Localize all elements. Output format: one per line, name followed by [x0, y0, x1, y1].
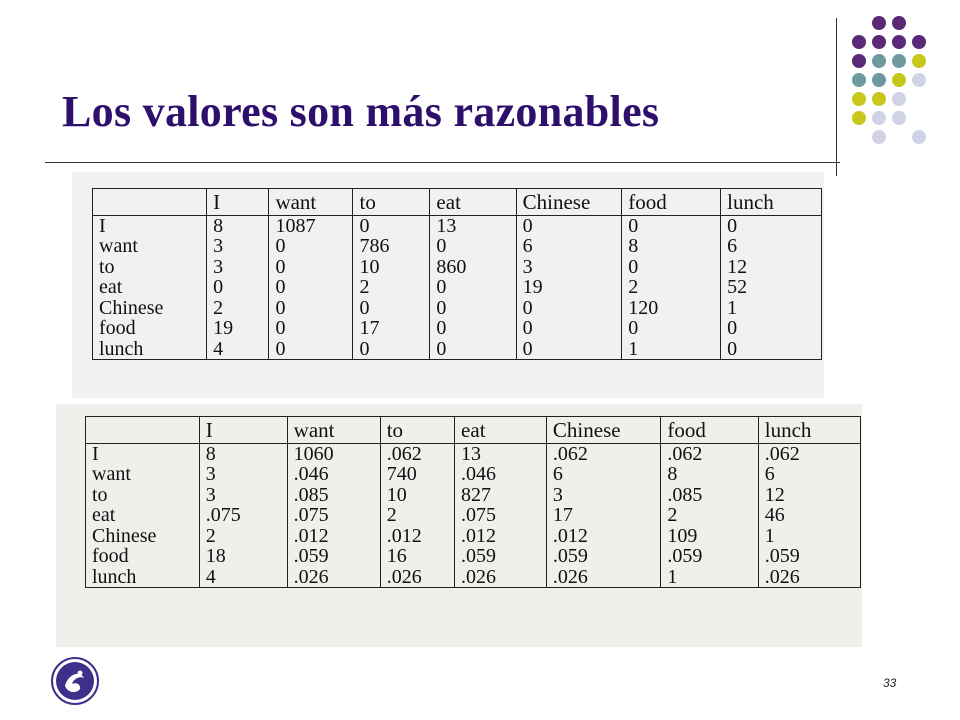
table-cell: 3	[205, 463, 216, 485]
table-body-row	[93, 215, 822, 360]
row-label: lunch	[92, 565, 137, 588]
table-cell: 860	[436, 255, 467, 278]
table-cell: .012	[461, 524, 497, 547]
table-cell: 8	[213, 214, 224, 237]
table-cell: .062	[552, 442, 588, 465]
column-values-cell	[546, 443, 660, 588]
table-cell: 2	[628, 276, 639, 298]
table-cell: .075	[205, 504, 241, 526]
table-cell: 19	[522, 276, 543, 298]
row-label: to	[92, 483, 108, 506]
column-header	[93, 189, 207, 216]
row-label: want	[92, 463, 131, 485]
table-cell: .059	[552, 545, 588, 567]
table-cell: 4	[213, 337, 224, 360]
decorative-dot	[852, 35, 866, 49]
table-cell: 2	[359, 276, 370, 298]
row-label: want	[99, 235, 138, 257]
table-cell: 8	[667, 463, 678, 485]
row-label: food	[99, 317, 136, 339]
table-cell: 2	[205, 524, 216, 547]
table-cell: 0	[213, 276, 224, 298]
table-cell: 52	[727, 276, 748, 298]
table-cell: .026	[386, 565, 422, 588]
decorative-dot	[892, 16, 906, 30]
column-header	[86, 417, 200, 444]
column-header: lunch	[758, 417, 860, 444]
row-label: food	[92, 545, 129, 567]
table-cell: 3	[213, 255, 224, 278]
table-cell: .012	[386, 524, 422, 547]
row-label: I	[99, 214, 106, 237]
corner-divider	[836, 18, 837, 176]
bigram-count-table	[92, 188, 822, 360]
column-header: I	[207, 189, 269, 216]
table-cell: .059	[667, 545, 703, 567]
table-cell: 0	[275, 296, 286, 319]
table-cell: .026	[293, 565, 329, 588]
table-cell: .026	[552, 565, 588, 588]
table-body-row	[86, 443, 861, 588]
table-cell: 12	[727, 255, 748, 278]
column-header: want	[287, 417, 380, 444]
table-cell: 0	[522, 214, 533, 237]
decorative-dot	[912, 130, 926, 144]
column-values-cell	[758, 443, 860, 588]
row-label: lunch	[99, 337, 144, 360]
row-label: Chinese	[92, 524, 157, 547]
table-cell: 2	[213, 296, 224, 319]
table-cell: 120	[628, 296, 659, 319]
table-cell: 0	[628, 255, 639, 278]
table-cell: .026	[764, 565, 800, 588]
decorative-dot	[912, 35, 926, 49]
column-values-cell	[516, 215, 622, 360]
table-cell: 0	[727, 317, 738, 339]
table-cell: 0	[436, 276, 447, 298]
decorative-dot	[912, 54, 926, 68]
decorative-dot	[892, 73, 906, 87]
row-label: Chinese	[99, 296, 164, 319]
table-cell: 8	[205, 442, 216, 465]
table-cell: 1	[667, 565, 678, 588]
table-cell: .085	[293, 483, 329, 506]
decorative-dot	[872, 111, 886, 125]
table-cell: 0	[275, 255, 286, 278]
table-cell: 0	[359, 296, 370, 319]
column-header: food	[661, 417, 758, 444]
table-cell: .062	[386, 442, 422, 465]
table-cell: 0	[275, 337, 286, 360]
table-cell: 10	[386, 483, 407, 506]
column-values-cell	[287, 443, 380, 588]
decorative-dot	[872, 92, 886, 106]
table-cell: 0	[359, 214, 370, 237]
column-values-cell	[199, 443, 287, 588]
table-cell: 0	[628, 214, 639, 237]
column-header: I	[199, 417, 287, 444]
table-cell: 0	[522, 296, 533, 319]
column-header: to	[353, 189, 430, 216]
table-cell: 13	[461, 442, 482, 465]
table-cell: .059	[764, 545, 800, 567]
table-cell: 2	[667, 504, 678, 526]
column-values-cell	[353, 215, 430, 360]
decorative-dot	[892, 35, 906, 49]
scanned-table-bottom	[56, 404, 862, 647]
decorative-dot	[852, 54, 866, 68]
table-cell: .046	[461, 463, 497, 485]
table-cell: 2	[386, 504, 397, 526]
decorative-dot	[872, 130, 886, 144]
decorative-dot	[852, 111, 866, 125]
row-label: eat	[99, 276, 123, 298]
table-cell: 18	[205, 545, 226, 567]
table-cell: 6	[552, 463, 563, 485]
table-cell: 786	[359, 235, 390, 257]
table-cell: 1060	[293, 442, 334, 465]
column-values-cell	[207, 215, 269, 360]
table-cell: 46	[764, 504, 785, 526]
table-cell: .059	[293, 545, 329, 567]
row-label: to	[99, 255, 115, 278]
column-values-cell	[380, 443, 454, 588]
decorative-dot	[852, 73, 866, 87]
table-cell: 0	[359, 337, 370, 360]
page-number: 33	[883, 676, 897, 690]
decorative-dot	[892, 92, 906, 106]
decorative-dot	[872, 54, 886, 68]
slide-title: Los valores son más razonables	[62, 87, 660, 136]
table-cell: 6	[764, 463, 775, 485]
decorative-dot	[912, 73, 926, 87]
table-cell: 0	[727, 337, 738, 360]
column-header: eat	[430, 189, 516, 216]
table-cell: .012	[552, 524, 588, 547]
title-divider	[45, 162, 840, 163]
table-cell: .012	[293, 524, 329, 547]
table-cell: .075	[461, 504, 497, 526]
table-header-row	[93, 189, 822, 216]
table-cell: 0	[727, 214, 738, 237]
table-cell: 1	[628, 337, 639, 360]
row-labels-cell	[93, 215, 207, 360]
decorative-dot	[892, 54, 906, 68]
table-cell: 13	[436, 214, 457, 237]
table-cell: 8	[628, 235, 639, 257]
column-values-cell	[455, 443, 547, 588]
column-values-cell	[721, 215, 822, 360]
table-header-row	[86, 417, 861, 444]
table-cell: .062	[764, 442, 800, 465]
decorative-dot-grid	[852, 16, 932, 156]
table-cell: 0	[436, 296, 447, 319]
table-cell: .059	[461, 545, 497, 567]
scanned-table-top	[72, 172, 824, 398]
smoothed-count-table	[85, 416, 861, 588]
row-label: I	[92, 442, 99, 465]
decorative-dot	[872, 73, 886, 87]
decorative-dot	[852, 92, 866, 106]
table-cell: .046	[293, 463, 329, 485]
column-header: lunch	[721, 189, 822, 216]
table-cell: 17	[552, 504, 573, 526]
table-cell: .062	[667, 442, 703, 465]
table-cell: .075	[293, 504, 329, 526]
table-cell: 827	[461, 483, 492, 506]
row-label: eat	[92, 504, 116, 526]
decorative-dot	[872, 16, 886, 30]
table-cell: 1087	[275, 214, 316, 237]
table-cell: 0	[436, 235, 447, 257]
table-cell: 16	[386, 545, 407, 567]
table-cell: 3	[552, 483, 563, 506]
decorative-dot	[872, 35, 886, 49]
table-cell: 3	[213, 235, 224, 257]
column-header: eat	[455, 417, 547, 444]
table-cell: 1	[764, 524, 775, 547]
table-cell: 0	[275, 276, 286, 298]
table-cell: 19	[213, 317, 234, 339]
table-cell: 6	[727, 235, 738, 257]
table-cell: .085	[667, 483, 703, 506]
table-cell: .026	[461, 565, 497, 588]
table-cell: 17	[359, 317, 380, 339]
row-labels-cell	[86, 443, 200, 588]
table-cell: 3	[205, 483, 216, 506]
table-cell: 4	[205, 565, 216, 588]
table-cell: 740	[386, 463, 417, 485]
column-header: want	[269, 189, 353, 216]
table-cell: 0	[628, 317, 639, 339]
table-cell: 0	[275, 317, 286, 339]
column-values-cell	[661, 443, 758, 588]
column-values-cell	[622, 215, 721, 360]
table-cell: 0	[522, 317, 533, 339]
table-cell: 6	[522, 235, 533, 257]
table-cell: 3	[522, 255, 533, 278]
university-logo-icon	[50, 656, 100, 706]
table-cell: 1	[727, 296, 738, 319]
table-cell: 0	[522, 337, 533, 360]
column-header: Chinese	[516, 189, 622, 216]
table-cell: 109	[667, 524, 698, 547]
table-cell: 0	[436, 317, 447, 339]
table-cell: 12	[764, 483, 785, 506]
table-cell: 0	[436, 337, 447, 360]
column-header: food	[622, 189, 721, 216]
column-header: to	[380, 417, 454, 444]
column-values-cell	[430, 215, 516, 360]
table-cell: 0	[275, 235, 286, 257]
column-header: Chinese	[546, 417, 660, 444]
column-values-cell	[269, 215, 353, 360]
table-cell: 10	[359, 255, 380, 278]
decorative-dot	[892, 111, 906, 125]
